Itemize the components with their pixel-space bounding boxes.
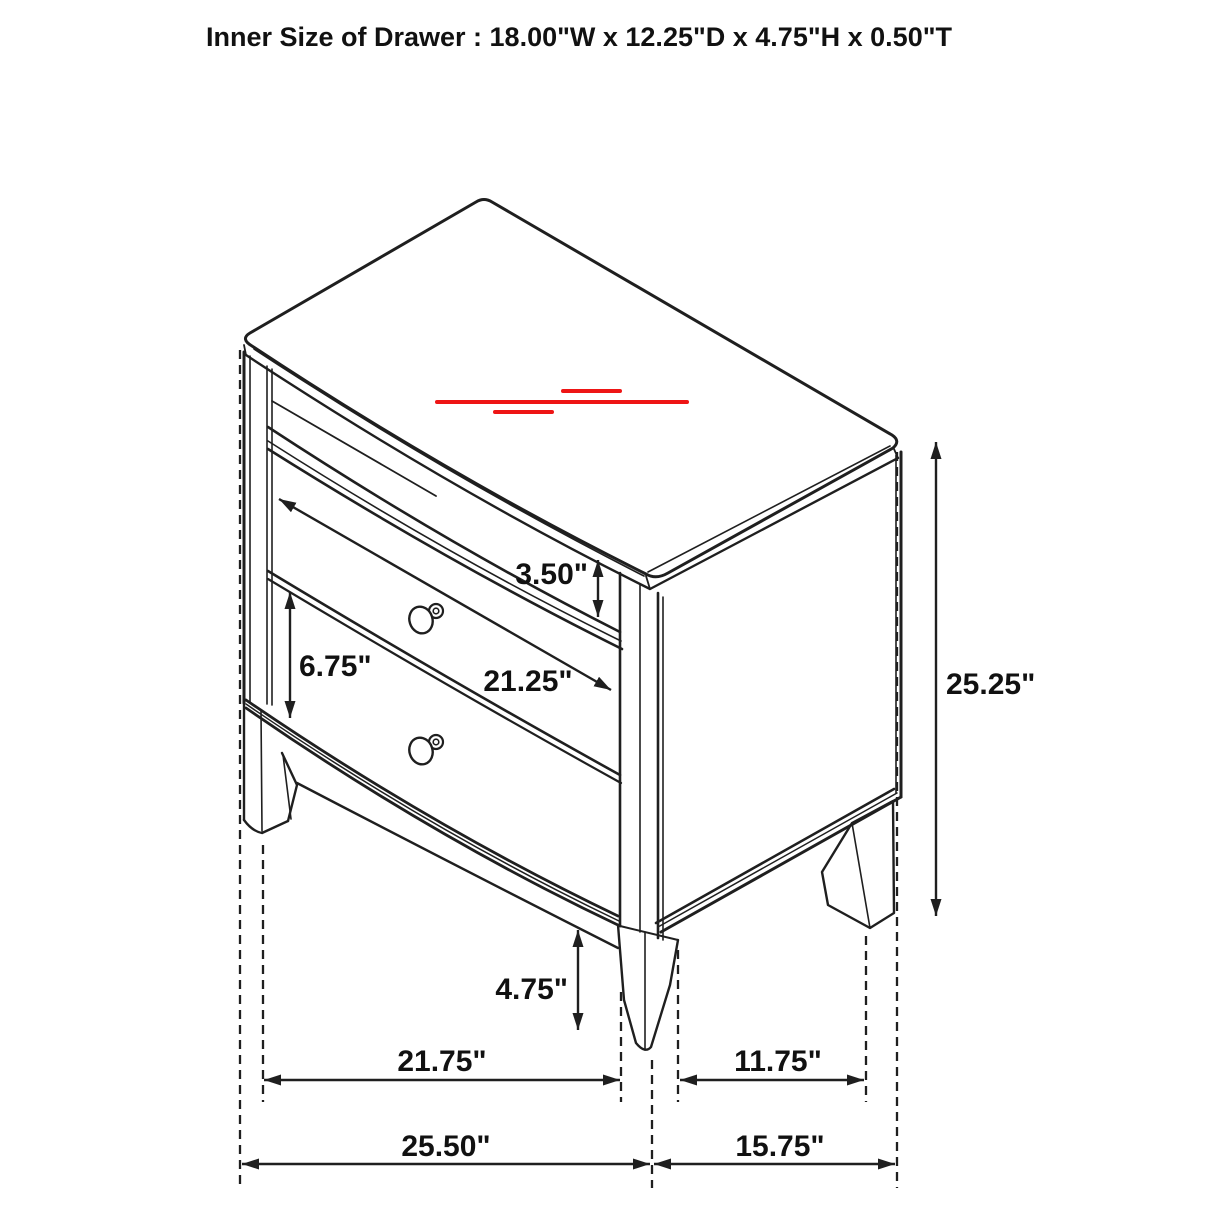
label-leg-height: 4.75" xyxy=(495,973,568,1006)
red-highlight-lines xyxy=(437,391,687,412)
left-stile xyxy=(244,352,272,705)
label-bottom-drawer-height: 6.75" xyxy=(299,650,372,683)
rear-right-leg xyxy=(822,801,894,928)
label-side-depth: 11.75" xyxy=(734,1045,822,1078)
drawer-knob-top xyxy=(406,604,443,637)
right-stile xyxy=(620,573,663,940)
drawer-knob-bottom xyxy=(406,735,443,768)
label-overall-width: 25.50" xyxy=(401,1130,491,1163)
side-panel xyxy=(656,452,901,932)
dimension-lines xyxy=(242,442,936,1164)
label-drawer-front-width: 21.25" xyxy=(483,665,573,698)
label-overall-depth: 15.75" xyxy=(735,1130,825,1163)
diagram-title: Inner Size of Drawer : 18.00"W x 12.25"D x 4.75"H x 0.50"T xyxy=(205,22,953,52)
top-surface xyxy=(244,200,898,590)
front-center-leg xyxy=(618,925,678,1050)
front-left-leg xyxy=(244,703,297,833)
label-overall-height: 25.25" xyxy=(946,668,1036,701)
label-compartment-height: 3.50" xyxy=(515,558,588,591)
label-front-width: 21.75" xyxy=(397,1045,487,1078)
nightstand-drawing xyxy=(244,200,901,1051)
dimension-labels xyxy=(299,558,1035,1163)
